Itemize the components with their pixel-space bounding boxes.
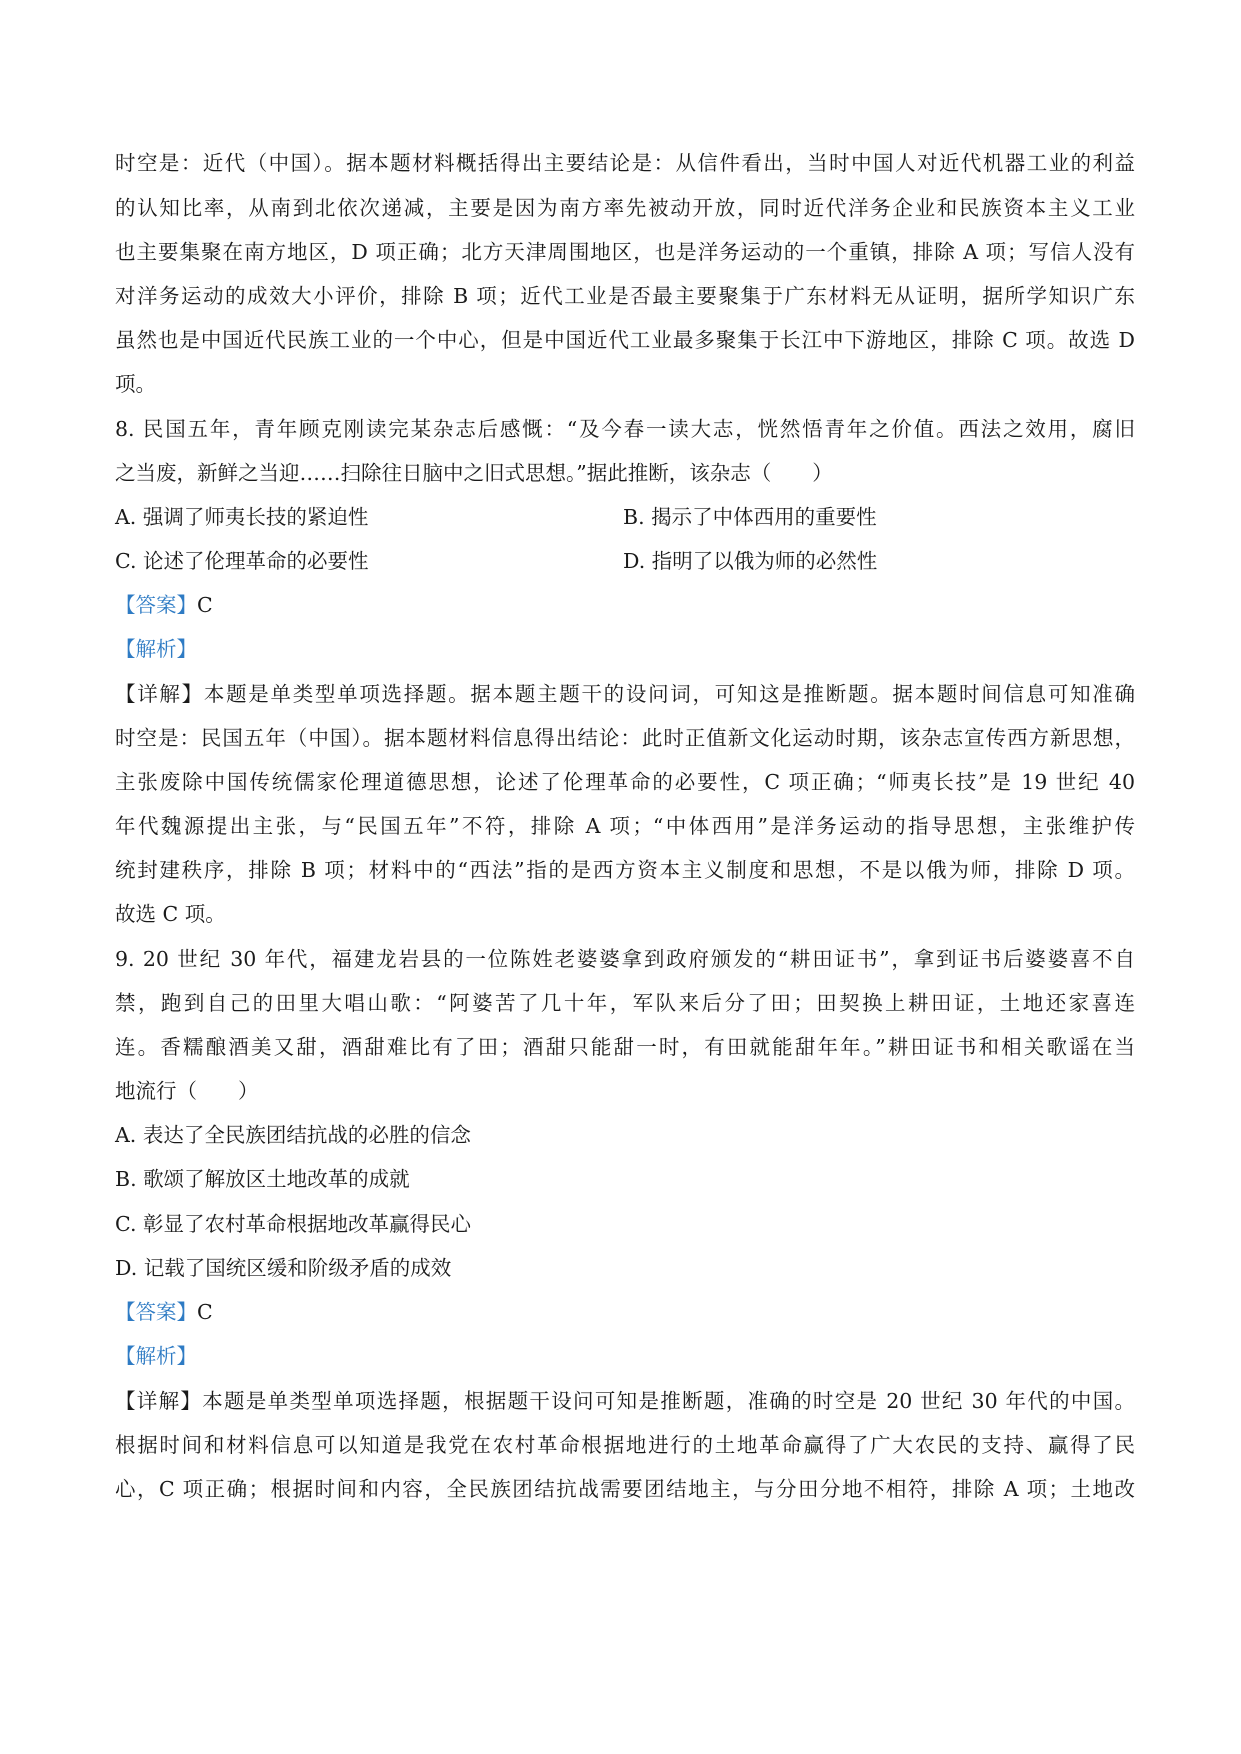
analysis-tag-text: 【解析】 — [115, 1344, 197, 1368]
text-line: 的认知比率，从南到北依次递减，主要是因为南方率先被动开放，同时近代洋务企业和民族资本主义工业 — [115, 196, 1135, 220]
analysis-tag-text: 【解析】 — [115, 637, 197, 661]
text-line: 对洋务运动的成效大小评价，排除 B 项；近代工业是否最主要聚集于广东材料无从证明，据所学知识广东 — [115, 284, 1135, 308]
text-line: 虽然也是中国近代民族工业的一个中心，但是中国近代工业最多聚集于长江中下游地区，排除 C 项。故选 D — [115, 328, 1135, 352]
question-stem: 8. 民国五年，青年顾克刚读完某杂志后感慨：“及今春一读大志，恍然悟青年之价值。西法之效用，腐旧 — [115, 417, 1135, 441]
detail-line: 年代魏源提出主张，与“民国五年”不符，排除 A 项；“中体西用”是洋务运动的指导思想，主张维护传 — [115, 814, 1135, 838]
detail-tag: 【详解】 — [115, 682, 204, 706]
detail-line — [115, 1386, 1135, 1416]
option-a: A. 表达了全民族团结抗战的必胜的信念 — [115, 1123, 471, 1147]
text-line: 项。 — [115, 372, 156, 396]
detail-line: 心，C 项正确；根据时间和内容，全民族团结抗战需要团结地主，与分田分地不相符，排除 A 项；土地改 — [115, 1477, 1135, 1501]
question-stem: 禁，跑到自己的田里大唱山歌：“阿婆苦了几十年，军队来后分了田；田契换上耕田证，土地还家喜连 — [115, 991, 1135, 1015]
text-line: 也主要集聚在南方地区，D 项正确；北方天津周围地区，也是洋务运动的一个重镇，排除 A 项；写信人没有 — [115, 240, 1135, 264]
question-stem: 地流行（ ） — [115, 1079, 259, 1103]
detail-line: 故选 C 项。 — [115, 902, 226, 926]
question-stem: 之当废，新鲜之当迎……扫除往日脑中之旧式思想。”据此推断，该杂志（ ） — [115, 461, 833, 485]
detail-line — [115, 679, 1135, 709]
answer-line — [115, 1297, 213, 1327]
answer-tag: 【答案】 — [115, 593, 197, 617]
detail-text: 本题是单类型单项选择题，根据题干设问可知是推断题，准确的时空是 20 世纪 30 年代的中国。 — [202, 1389, 1135, 1413]
option-b: B. 歌颂了解放区土地改革的成就 — [115, 1167, 410, 1191]
detail-line: 时空是：民国五年（中国）。据本题材料信息得出结论：此时正值新文化运动时期，该杂志宣传西方新思想， — [115, 726, 1135, 750]
text-line: 时空是：近代（中国）。据本题材料概括得出主要结论是：从信件看出，当时中国人对近代机器工业的利益 — [115, 151, 1135, 175]
detail-line: 主张废除中国传统儒家伦理道德思想，论述了伦理革命的必要性，C 项正确；“师夷长技”是 19 世纪 40 — [115, 770, 1135, 794]
option-b: B. 揭示了中体西用的重要性 — [623, 505, 877, 529]
option-c: C. 彰显了农村革命根据地改革赢得民心 — [115, 1212, 471, 1236]
analysis-tag — [115, 634, 197, 664]
detail-line: 统封建秩序，排除 B 项；材料中的“西法”指的是西方资本主义制度和思想，不是以俄为师，排除 D 项。 — [115, 858, 1135, 882]
question-stem: 9. 20 世纪 30 年代，福建龙岩县的一位陈姓老婆婆拿到政府颁发的“耕田证书”，拿到证书后婆婆喜不自 — [115, 947, 1135, 971]
detail-text: 本题是单类型单项选择题。据本题主题干的设问词，可知这是推断题。据本题时间信息可知准确 — [203, 682, 1135, 706]
option-d: D. 记载了国统区缓和阶级矛盾的成效 — [115, 1256, 452, 1280]
option-d: D. 指明了以俄为师的必然性 — [623, 549, 878, 573]
analysis-tag — [115, 1341, 197, 1371]
option-a: A. 强调了师夷长技的紧迫性 — [115, 505, 369, 529]
option-c: C. 论述了伦理革命的必要性 — [115, 549, 369, 573]
detail-tag: 【详解】 — [115, 1389, 203, 1413]
answer-tag: 【答案】 — [115, 1300, 197, 1324]
detail-line: 根据时间和材料信息可以知道是我党在农村革命根据地进行的土地革命赢得了广大农民的支持、赢得了民 — [115, 1433, 1135, 1457]
question-stem: 连。香糯酿酒美又甜，酒甜难比有了田；酒甜只能甜一时，有田就能甜年年。”耕田证书和相关歌谣在当 — [115, 1035, 1135, 1059]
answer-value: C — [197, 593, 213, 617]
answer-line — [115, 590, 213, 620]
answer-value: C — [197, 1300, 213, 1324]
